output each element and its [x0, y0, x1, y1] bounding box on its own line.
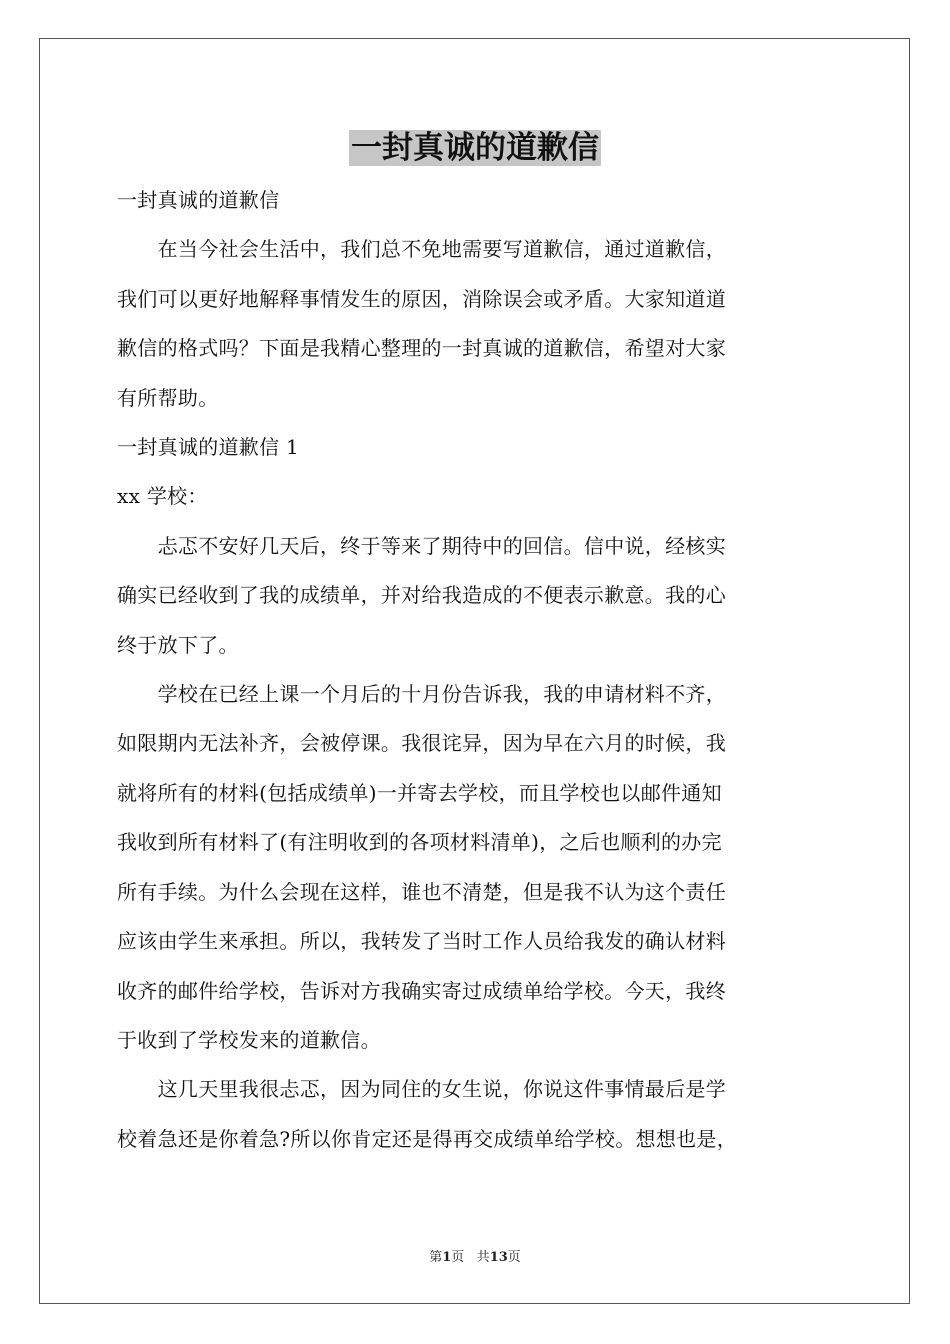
paragraph-line: 有所帮助。 — [117, 385, 219, 410]
paragraph-line: 校着急还是你着急?所以你肯定还是得再交成绩单给学校。想想也是， — [117, 1126, 738, 1151]
footer-page-current: 1 — [442, 1250, 452, 1265]
subtitle-line: 一封真诚的道歉信 — [117, 188, 280, 212]
paragraph-line: 我收到所有材料了(有注明收到的各项材料清单)，之后也顺利的办完 — [117, 830, 722, 855]
salutation-line: xx 学校： — [117, 484, 208, 509]
paragraph-line: 忐忑不安好几天后，终于等来了期待中的回信。信中说，经核实 — [117, 533, 726, 558]
paragraph-line: 所有手续。为什么会现在这样，谁也不清楚，但是我不认为这个责任 — [117, 879, 726, 904]
footer-total-prefix: 共 — [476, 1250, 490, 1265]
paragraph-line: 学校在已经上课一个月后的十月份告诉我，我的申请材料不齐， — [117, 682, 726, 707]
paragraph-line: 如限期内无法补齐，会被停课。我很诧异，因为早在六月的时候，我 — [117, 731, 726, 756]
document-body — [117, 176, 837, 1164]
paragraph-line: 收齐的邮件给学校，告诉对方我确实寄过成绩单给学校。今天，我终 — [117, 978, 726, 1003]
page-footer — [0, 1246, 950, 1265]
paragraph-line: 终于放下了。 — [117, 632, 239, 657]
paragraph-line: 就将所有的材料(包括成绩单)一并寄去学校，而且学校也以邮件通知 — [117, 780, 722, 805]
paragraph-line: 这几天里我很忐忑，因为同住的女生说，你说这件事情最后是学 — [117, 1077, 726, 1102]
footer-page-suffix: 页 — [451, 1250, 465, 1265]
footer-page-prefix: 第 — [429, 1250, 443, 1265]
paragraph-line: 应该由学生来承担。所以，我转发了当时工作人员给我发的确认材料 — [117, 929, 726, 954]
document-title — [0, 126, 950, 170]
document-title-text: 一封真诚的道歉信 — [351, 130, 599, 166]
paragraph-line: 确实已经收到了我的成绩单，并对给我造成的不便表示歉意。我的心 — [117, 583, 726, 608]
paragraph-line: 歉信的格式吗？下面是我精心整理的一封真诚的道歉信，希望对大家 — [117, 336, 726, 361]
paragraph-line: 我们可以更好地解释事情发生的原因，消除误会或矛盾。大家知道道 — [117, 286, 726, 311]
paragraph-line: 在当今社会生活中，我们总不免地需要写道歉信，通过道歉信， — [117, 237, 726, 262]
footer-total-suffix: 页 — [507, 1250, 521, 1265]
footer-page-total: 13 — [489, 1250, 508, 1265]
paragraph-line: 于收到了学校发来的道歉信。 — [117, 1027, 381, 1052]
section-heading: 一封真诚的道歉信 1 — [117, 435, 300, 460]
